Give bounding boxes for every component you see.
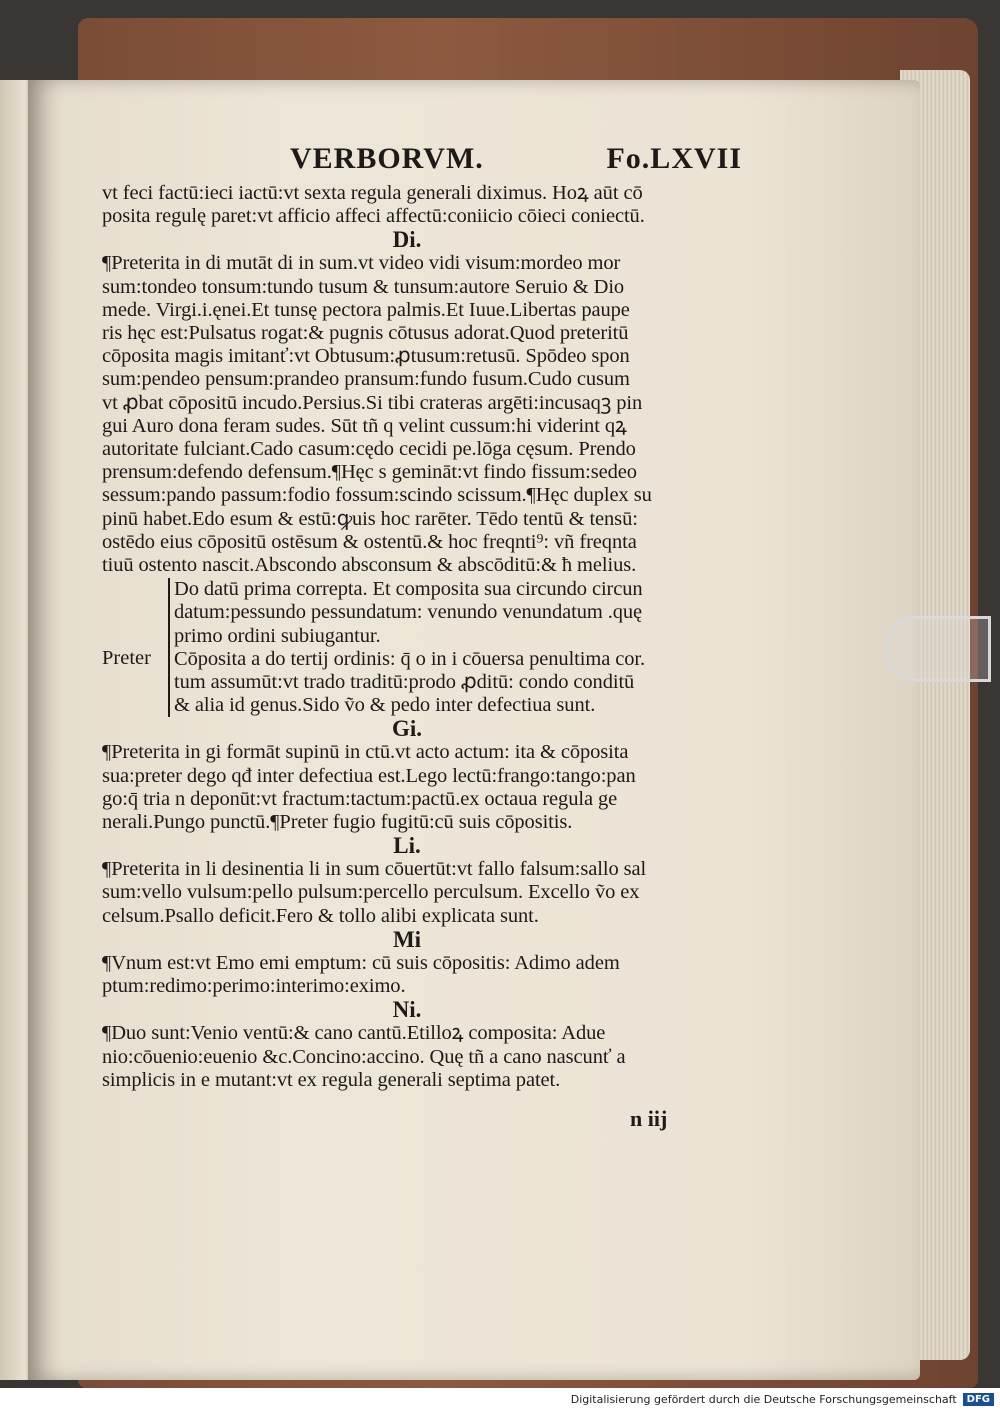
text-line: datum:pessundo pessundatum: venundo venundatum .quę [174, 601, 643, 624]
text-line: mede. Virgi.i.ęnei.Et tunsę pectora palmis.Et Iuue.Libertas paupe [102, 298, 630, 321]
text-line: ¶Preterita in gi formāt supinū in ctū.vt acto actum: ita & cōposita [102, 741, 629, 764]
text-line: ¶Preterita in li desinentia li in sum cōuertūt:vt fallo falsum:sallo sal [102, 858, 647, 881]
bracket-lines [168, 578, 645, 717]
text-line: vt ꝓbat cōpositū incudo.Persius.Si tibi crateras argēti:incusaqꝫ pin [102, 391, 643, 414]
folio-number: Fo.LXVII [606, 142, 742, 175]
text-line: go:q̄ tria n deponūt:vt fractum:tactum:pactū.ex octaua regula ge [102, 787, 618, 810]
section-heading: Li. [393, 833, 421, 859]
text-line: simplicis in e mutant:vt ex regula generali septima patet. [102, 1068, 561, 1091]
body-text [102, 182, 742, 1092]
page-text [102, 142, 742, 1132]
text-line: sum:pendeo pensum:prandeo pransum:fundo fusum.Cudo cusum [102, 368, 630, 391]
running-header [290, 142, 742, 176]
text-line: sua:preter dego qđ inter defectiua est.Lego lectū:frango:tango:pan [102, 764, 636, 787]
text-line: Cōposita a do tertij ordinis: q̄ o in i cōuersa penultima cor. [174, 647, 646, 670]
text-line: tum assumūt:vt trado traditū:prodo ꝓditū: condo conditū [174, 671, 635, 694]
text-line: posita regulę paret:vt afficio affeci affectū:coniicio cōieci coniectū. [102, 205, 645, 228]
section-heading: Di. [392, 227, 422, 253]
text-line: nio:cōuenio:euenio &c.Concino:accino. Quę tñ a cano nascunť a [102, 1045, 626, 1068]
text-line: ostēdo eius cōpositū ostēsum & ostentū.& hoc freqnti⁹: vñ freqnta [102, 530, 637, 553]
text-line: pinū habet.Edo esum & estū:ꝙuis hoc rarēter. Tēdo tentū & tensū: [102, 507, 638, 530]
signature-mark: n iij [630, 1105, 668, 1131]
page-clip [885, 616, 991, 682]
text-line: celsum.Psallo deficit.Fero & tollo alibi explicata sunt. [102, 904, 539, 927]
text-line: cōposita magis imitanť:vt Obtusum:ꝓtusum:retusū. Spōdeo spon [102, 345, 630, 368]
text-line: autoritate fulciant.Cado casum:cędo cecidi pe.lōga cęsum. Prendo [102, 438, 636, 461]
footer-bar [0, 1388, 1000, 1410]
text-line: ¶Duo sunt:Venio ventū:& cano cantū.Etilloꝝ composita: Adue [102, 1022, 606, 1045]
text-line: sessum:pando passum:fodio fossum:scindo scissum.¶Hęc duplex su [102, 484, 652, 507]
text-line: sum:tondeo tonsum:tundo tusum & tunsum:autore Seruio & Dio [102, 275, 625, 298]
dfg-logo-icon: DFG [963, 1393, 994, 1406]
section-heading: Ni. [392, 997, 422, 1023]
text-line: & alia id genus.Sido ṽo & pedo inter defectiua sunt. [174, 694, 596, 717]
section-heading: Mi [392, 926, 422, 952]
text-line: ptum:redimo:perimo:interimo:eximo. [102, 975, 406, 998]
text-line: Do datū prima correpta. Et composita sua circundo circun [174, 578, 643, 601]
section-heading: Gi. [391, 716, 423, 742]
footer-credit: Digitalisierung gefördert durch die Deutsche Forschungsgemeinschaft [570, 1392, 957, 1406]
text-line: sum:vello vulsum:pello pulsum:percello perculsum. Excello ṽo ex [102, 881, 640, 904]
text-line: ¶Vnum est:vt Emo emi emptum: cū suis cōpositis: Adimo adem [102, 951, 620, 974]
text-line: ris hęc est:Pulsatus rogat:& pugnis cōtusus adorat.Quod preteritū [102, 322, 629, 345]
text-line: ¶Preterita in di mutāt di in sum.vt video vidi visum:mordeo mor [102, 252, 621, 275]
bracketed-note [102, 578, 742, 717]
text-line: gui Auro dona feram sudes. Sūt tñ q velint cussum:hi viderint qꝝ [102, 414, 627, 437]
text-line: nerali.Pungo punctū.¶Preter fugio fugitū:cū suis cōpositis. [102, 811, 573, 834]
text-line: tiuū ostento nascit.Abscondo absconsum & abscōditū:& ħ melius. [102, 554, 637, 577]
text-line: primo ordini subiugantur. [174, 624, 381, 647]
running-title: VERBORVM. [290, 142, 484, 175]
text-line: prensum:defendo defensum.¶Hęc s gemināt:vt findo fissum:sedeo [102, 461, 637, 484]
bracket-label: Preter [102, 647, 151, 670]
text-line: vt feci factū:ieci iactū:vt sexta regula generali diximus. Hoꝝ aūt cō [102, 182, 643, 204]
